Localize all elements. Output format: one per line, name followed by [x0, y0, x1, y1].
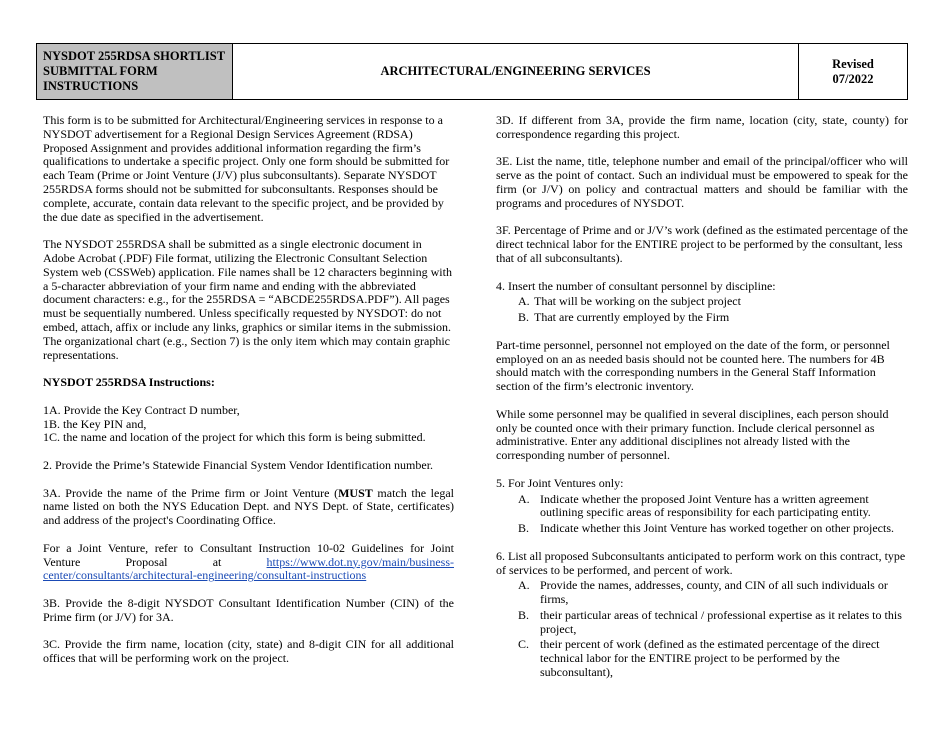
instruction-4a-text: That will be working on the subject project — [534, 294, 741, 309]
form-title-cell — [37, 44, 233, 99]
instruction-4b-text: That are currently employed by the Firm — [534, 310, 730, 325]
consultant-instructions-link[interactable]: https://www.dot.ny.gov/main/business-center/consultants/architectural-engineering/consultant-instructions — [43, 554, 454, 583]
right-column — [496, 114, 908, 680]
instruction-6: 6. List all proposed Subconsultants anticipated to perform work on this contract, type of services to be performed, and percent of work. — [496, 548, 906, 577]
instruction-1c: 1C. the name and location of the project for which this form is being submitted. — [43, 430, 426, 445]
intro-paragraph: This form is to be submitted for Architectural/Engineering services in response to a NYSDOT advertisement for a Regional Design Services Agreement (RDSA) Proposed Assignment and provides additional information regarding the firm’s qualifications to undertake a specific project. Only one form should be submitted for each Team (Prime or Joint Venture (J/V) plus subconsultants). Separate NYSDOT 255RDSA forms should not be submitted for subconsultants. Responses should be complete, accurate, contain data relevant to the specific project, and be provided by the due date as specified in the advertisement. — [43, 113, 450, 224]
form-header — [36, 43, 908, 100]
instruction-6a — [496, 579, 908, 607]
instruction-6c-text: their percent of work (defined as the estimated percentage of the direct technical labor for the ENTIRE project to be performed by the subconsultant), — [540, 637, 880, 680]
instruction-2: 2. Provide the Prime’s Statewide Financial System Vendor Identification number. — [43, 457, 434, 472]
instruction-5b — [496, 522, 908, 536]
instruction-6b-text: their particular areas of technical / professional expertise as it relates to this project, — [540, 607, 902, 636]
instructions-heading: NYSDOT 255RDSA Instructions: — [43, 375, 215, 390]
instruction-3d: 3D. If different from 3A, provide the firm name, location (city, state, county) for correspondence regarding this project. — [496, 113, 908, 141]
instruction-3a-must: MUST — [338, 485, 373, 500]
instruction-3e: 3E. List the name, title, telephone number and email of the principal/officer who will serve as the point of contact. Such an individual must be empowered to speak for the firm (or J/V) on policy and contractual matters and should be familiar with the programs and procedures of NYSDOT. — [496, 154, 908, 210]
instruction-6a-key: A. — [518, 578, 530, 593]
instruction-3a-text: 3A. Provide the name of the Prime firm or Joint Venture ( — [43, 485, 339, 500]
instruction-6b-key: B. — [518, 607, 530, 622]
joint-venture-text: For a Joint Venture, refer to Consultant Instruction 10-02 Guidelines for Joint Venture Proposal at — [43, 540, 454, 569]
instruction-1a: 1A. Provide the Key Contract D number, — [43, 402, 240, 417]
instruction-5b-key: B. — [518, 521, 530, 536]
instruction-6c — [496, 638, 908, 679]
submission-paragraph: The NYSDOT 255RDSA shall be submitted as a single electronic document in Adobe Acrobat (.PDF) File format, utilizing the Electronic Consultant Selection System web (CSSWeb) application. File names shall be 12 characters beginning with a 5-character abbreviation of your firm name and ending with the abbreviated document characters: e.g., for the 255RDSA = “ABCDE255RDSA.PDF”). All pages must be sequentially numbered. Unless specifically requested by NYSDOT: do not embed, attach, affix or include any links, graphics or similar items in the submission. The organizational chart (e.g., Section 7) is the only item which may contain graphic representations. — [43, 237, 452, 362]
revised-label: Revised — [832, 56, 874, 71]
instruction-4b-key: B. — [518, 310, 530, 325]
left-column — [43, 114, 454, 666]
instruction-5a — [496, 493, 908, 521]
instruction-3a — [43, 487, 454, 528]
service-type-cell — [233, 44, 798, 99]
instruction-6a-text: Provide the names, addresses, county, and CIN of all such individuals or firms, — [540, 578, 888, 607]
form-title-line3: INSTRUCTIONS — [43, 79, 139, 93]
instruction-4: 4. Insert the number of consultant personnel by discipline: — [496, 278, 776, 293]
form-title-line1: NYSDOT 255RDSA SHORTLIST — [43, 49, 226, 63]
revised-date: 07/2022 — [832, 71, 874, 86]
instruction-3f: 3F. Percentage of Prime and or J/V’s work (defined as the estimated percentage of the direct technical labor for the ENTIRE project to be performed by the consultant, less that of all subconsultants). — [496, 223, 908, 265]
instruction-6b — [496, 609, 908, 637]
instruction-1b: 1B. the Key PIN and, — [43, 416, 147, 431]
instruction-5a-text: Indicate whether the proposed Joint Venture has a written agreement outlining specific areas of responsibility for each participating entity. — [540, 491, 871, 520]
instruction-4a-key: A. — [518, 294, 530, 309]
instruction-5a-key: A. — [518, 491, 530, 506]
instruction-5b-text: Indicate whether this Joint Venture has worked together on other projects. — [540, 521, 895, 536]
instruction-4a — [496, 295, 908, 309]
joint-venture-paragraph — [43, 542, 454, 583]
instruction-6c-key: C. — [518, 637, 530, 652]
part-time-paragraph: Part-time personnel, personnel not employed on the date of the form, or personnel employed on an as needed basis should not be counted here. The numbers for 4B should match with the corresponding numbers in the General Staff Information section of the firm’s electronic inventory. — [496, 337, 890, 394]
instruction-4b — [496, 311, 908, 325]
instruction-3a-text-cont: match the legal name listed on both the NYS Education Dept. and NYS Dept. of State, certificates) and address of the project's Coordinating Office. — [43, 485, 454, 528]
revision-cell — [798, 44, 907, 99]
form-title-line2: SUBMITTAL FORM — [43, 64, 158, 78]
instruction-5: 5. For Joint Ventures only: — [496, 475, 624, 490]
disciplines-paragraph: While some personnel may be qualified in several disciplines, each person should only be counted once with their primary function. Include clerical personnel as administrative. Enter any additional disciplines not already listed with the corresponding number of personnel. — [496, 406, 889, 463]
instruction-3b: 3B. Provide the 8-digit NYSDOT Consultant Identification Number (CIN) of the Prime firm (or J/V) for 3A. — [43, 595, 454, 624]
instruction-3c: 3C. Provide the firm name, location (city, state) and 8-digit CIN for all additional offices that will be performing work on the project. — [43, 637, 454, 666]
service-type-title: ARCHITECTURAL/ENGINEERING SERVICES — [380, 64, 651, 78]
